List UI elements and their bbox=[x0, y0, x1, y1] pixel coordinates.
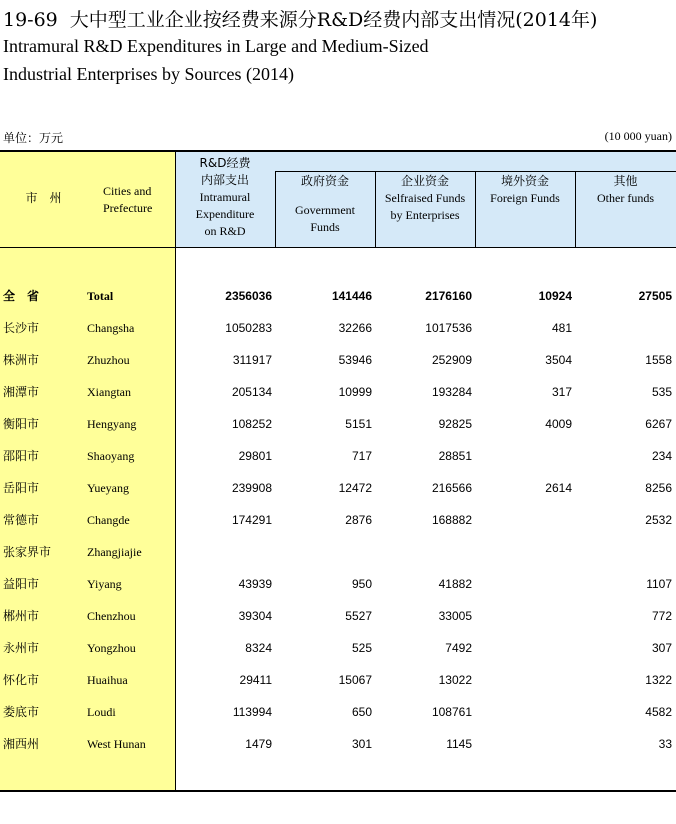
table-row bbox=[0, 735, 676, 767]
value-enterprise: 193284 bbox=[431, 385, 472, 399]
value-other: 307 bbox=[651, 641, 672, 655]
value-government: 5527 bbox=[345, 609, 372, 623]
region-name-cn: 湘西州 bbox=[3, 737, 40, 751]
value-foreign: 317 bbox=[551, 385, 572, 399]
value-foreign: 4009 bbox=[545, 417, 572, 431]
region-name-en: Yongzhou bbox=[87, 641, 136, 655]
value-government: 141446 bbox=[331, 289, 372, 303]
value-government: 525 bbox=[351, 641, 372, 655]
table-row bbox=[0, 703, 676, 735]
value-enterprise: 7492 bbox=[445, 641, 472, 655]
region-name-cn: 衡阳市 bbox=[3, 417, 40, 431]
value-other: 1322 bbox=[645, 673, 672, 687]
value-enterprise: 168882 bbox=[431, 513, 472, 527]
value-enterprise: 2176160 bbox=[425, 289, 472, 303]
subheader-rule bbox=[275, 171, 676, 172]
region-name-en: Yiyang bbox=[87, 577, 122, 591]
value-intramural: 2356036 bbox=[225, 289, 272, 303]
region-name-cn: 邵阳市 bbox=[3, 449, 40, 463]
table-row bbox=[0, 575, 676, 607]
value-enterprise: 28851 bbox=[438, 449, 472, 463]
value-intramural: 174291 bbox=[231, 513, 272, 527]
value-enterprise: 108761 bbox=[431, 705, 472, 719]
value-enterprise: 33005 bbox=[438, 609, 472, 623]
table-title-cn bbox=[3, 5, 597, 32]
value-government: 2876 bbox=[345, 513, 372, 527]
table-row bbox=[0, 479, 676, 511]
value-government: 650 bbox=[351, 705, 372, 719]
value-intramural: 29411 bbox=[239, 673, 272, 687]
value-intramural: 113994 bbox=[232, 705, 272, 719]
table-row bbox=[0, 383, 676, 415]
region-name-cn: 湘潭市 bbox=[3, 385, 40, 399]
table-row bbox=[0, 351, 676, 383]
region-name-cn: 岳阳市 bbox=[3, 481, 40, 495]
table-row bbox=[0, 607, 676, 639]
header-bottom-rule bbox=[0, 247, 676, 248]
region-name-cn: 张家界市 bbox=[3, 545, 52, 559]
header-col-government: 政府资金 Government Funds bbox=[295, 174, 355, 234]
value-enterprise: 252909 bbox=[431, 353, 472, 367]
region-name-en: Yueyang bbox=[87, 481, 129, 495]
table-title-en-line1: Intramural R&D Expenditures in Large and Medium-Sized bbox=[3, 36, 429, 56]
header-col-foreign: 境外资金 Foreign Funds bbox=[490, 174, 560, 205]
value-other: 535 bbox=[651, 385, 672, 399]
unit-label-en: (10 000 yuan) bbox=[604, 129, 672, 143]
table-row bbox=[0, 671, 676, 703]
table-row-total bbox=[0, 287, 676, 319]
table-number: 19-69 bbox=[3, 9, 58, 31]
region-name-cn: 常德市 bbox=[3, 513, 40, 527]
header-col-other: 其他 Other funds bbox=[597, 174, 654, 205]
value-other: 8256 bbox=[645, 481, 672, 495]
region-name-en: Huaihua bbox=[87, 673, 128, 687]
value-other: 1558 bbox=[645, 353, 672, 367]
value-enterprise: 1017536 bbox=[425, 321, 472, 335]
region-name-en: Loudi bbox=[87, 705, 116, 719]
value-government: 5151 bbox=[345, 417, 372, 431]
value-enterprise: 41882 bbox=[438, 577, 472, 591]
value-intramural: 39304 bbox=[238, 609, 272, 623]
value-government: 301 bbox=[351, 737, 372, 751]
value-government: 15067 bbox=[338, 673, 372, 687]
region-name-en: Changde bbox=[87, 513, 130, 527]
header-region-en: Cities and Prefecture bbox=[103, 184, 153, 215]
table-row bbox=[0, 639, 676, 671]
value-enterprise: 13022 bbox=[438, 673, 472, 687]
value-government: 12472 bbox=[338, 481, 372, 495]
value-foreign: 2614 bbox=[545, 481, 572, 495]
region-name-cn: 益阳市 bbox=[3, 577, 40, 591]
value-intramural: 8324 bbox=[245, 641, 272, 655]
value-government: 717 bbox=[351, 449, 372, 463]
table-row bbox=[0, 415, 676, 447]
value-government: 10999 bbox=[338, 385, 372, 399]
table-title-en-line2: Industrial Enterprises by Sources (2014) bbox=[3, 64, 294, 84]
unit-label-cn: 单位：万元 bbox=[3, 131, 64, 145]
table-row bbox=[0, 319, 676, 351]
value-intramural: 108252 bbox=[231, 417, 272, 431]
table-top-rule bbox=[0, 150, 676, 152]
value-other: 1107 bbox=[646, 577, 672, 591]
value-other: 2532 bbox=[645, 513, 672, 527]
value-intramural: 311917 bbox=[232, 353, 272, 367]
value-intramural: 1050283 bbox=[225, 321, 272, 335]
region-name-cn: 全 省 bbox=[3, 289, 40, 303]
table-bottom-rule bbox=[0, 790, 676, 792]
value-other: 27505 bbox=[638, 289, 672, 303]
region-name-cn: 永州市 bbox=[3, 641, 40, 655]
value-intramural: 1479 bbox=[245, 737, 272, 751]
region-name-en: West Hunan bbox=[87, 737, 146, 751]
value-intramural: 205134 bbox=[231, 385, 272, 399]
region-name-cn: 长沙市 bbox=[3, 321, 40, 335]
region-name-en: Hengyang bbox=[87, 417, 137, 431]
value-other: 234 bbox=[651, 449, 672, 463]
region-name-en: Zhuzhou bbox=[87, 353, 130, 367]
value-government: 32266 bbox=[338, 321, 372, 335]
value-foreign: 10924 bbox=[538, 289, 572, 303]
region-name-en: Changsha bbox=[87, 321, 135, 335]
value-foreign: 481 bbox=[551, 321, 572, 335]
header-region-cn: 市 州 bbox=[25, 191, 62, 205]
value-other: 33 bbox=[658, 737, 672, 751]
region-name-cn: 株洲市 bbox=[3, 353, 40, 367]
value-government: 950 bbox=[351, 577, 372, 591]
value-intramural: 239908 bbox=[231, 481, 272, 495]
table-row bbox=[0, 511, 676, 543]
value-foreign: 3504 bbox=[545, 353, 572, 367]
value-government: 53946 bbox=[338, 353, 372, 367]
region-name-cn: 郴州市 bbox=[3, 609, 40, 623]
region-name-en: Shaoyang bbox=[87, 449, 135, 463]
value-enterprise: 1145 bbox=[446, 737, 472, 751]
region-name-cn: 怀化市 bbox=[3, 673, 40, 687]
table-row bbox=[0, 447, 676, 479]
region-name-cn: 娄底市 bbox=[3, 705, 40, 719]
value-intramural: 29801 bbox=[238, 449, 272, 463]
header-col-intramural: R&D经费 内部支出 Intramural Expenditure on R&D bbox=[195, 156, 255, 238]
table-row bbox=[0, 543, 676, 575]
value-other: 4582 bbox=[645, 705, 672, 719]
value-intramural: 43939 bbox=[238, 577, 272, 591]
value-other: 6267 bbox=[645, 417, 672, 431]
value-enterprise: 216566 bbox=[431, 481, 472, 495]
region-name-en: Xiangtan bbox=[87, 385, 131, 399]
region-name-en: Zhangjiajie bbox=[87, 545, 142, 559]
region-name-en: Chenzhou bbox=[87, 609, 136, 623]
title-cn-text: 大中型工业企业按经费来源分R&D经费内部支出情况(2014年) bbox=[69, 9, 598, 31]
header-col-enterprise: 企业资金 Selfraised Funds by Enterprises bbox=[384, 174, 466, 222]
region-name-en: Total bbox=[87, 289, 114, 303]
value-enterprise: 92825 bbox=[438, 417, 472, 431]
value-other: 772 bbox=[651, 609, 672, 623]
